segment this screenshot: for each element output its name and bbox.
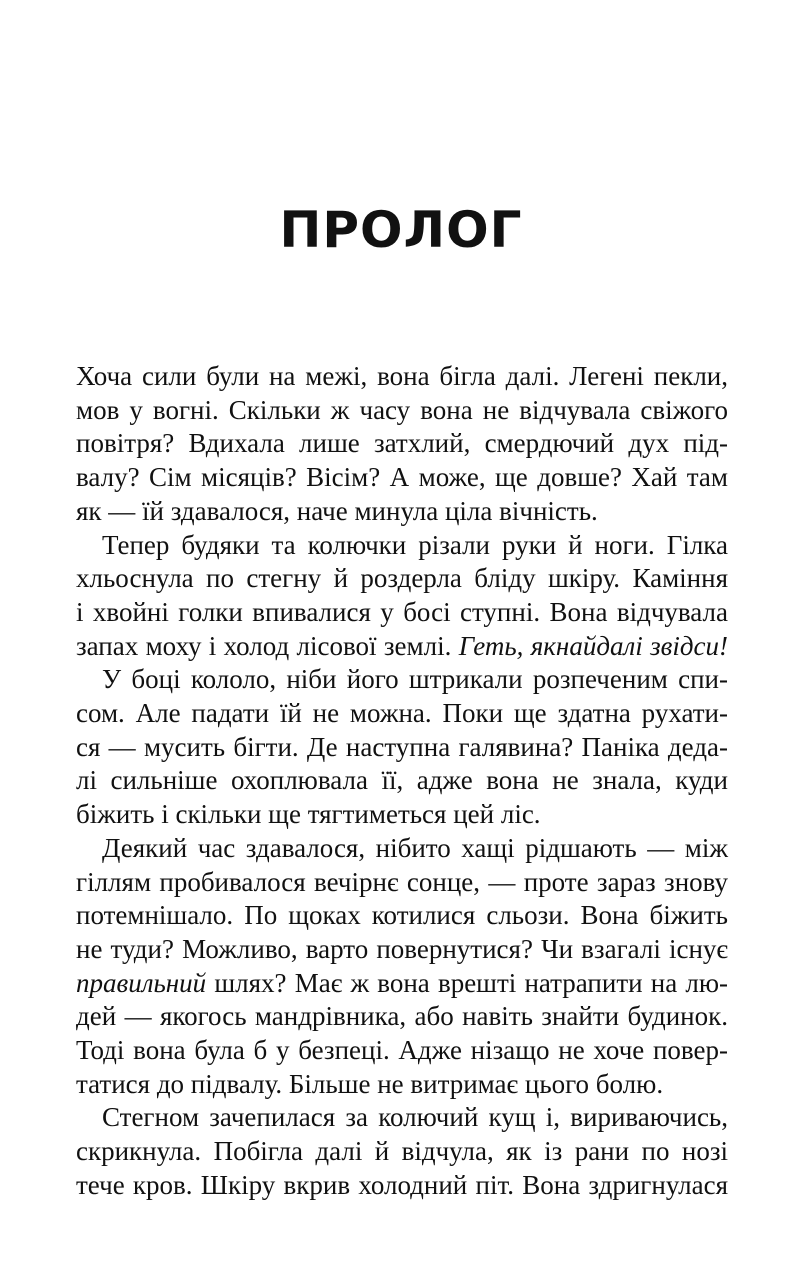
text-line: Хоча сили були на межі, вона бігла далі. Легені пекли, bbox=[76, 361, 728, 391]
text-line: біжить і скільки ще тягтиметься цей ліс. bbox=[76, 799, 541, 830]
text-line bbox=[76, 630, 728, 664]
text-fragment: запах моху і холод лісової землі. bbox=[76, 630, 459, 661]
text-fragment: шлях? Має ж вона врешті натрапити на лю- bbox=[206, 967, 728, 998]
italic-word: правильний bbox=[76, 967, 207, 998]
text-line: мов у вогні. Скільки ж часу вона не відчувала свіжого bbox=[76, 394, 728, 425]
italic-phrase: Геть, якнайдалі звідси! bbox=[458, 630, 728, 661]
chapter-title: ПРОЛОГ bbox=[279, 201, 523, 259]
text-line: лі сильніше охоплювала її, адже вона не знала, куди bbox=[76, 765, 728, 796]
text-line: У боці кололо, ніби його штрикали розпеченим спи- bbox=[102, 664, 728, 695]
text-line: гіллям пробивалося вечірнє сонце, — проте зараз знову bbox=[76, 866, 728, 897]
text-line: не туди? Можливо, варто повернутися? Чи взагалі існує bbox=[76, 933, 728, 964]
text-line: Тоді вона була б у безпеці. Адже нізащо не хоче повер- bbox=[76, 1035, 728, 1066]
paragraph-5 bbox=[76, 1101, 728, 1202]
text-line: ся — мусить бігти. Де наступна галявина? Паніка деда- bbox=[76, 731, 728, 762]
text-line: Деякий час здавалося, нібито хащі рідшають — між bbox=[102, 832, 728, 863]
chapter-body bbox=[76, 360, 728, 1203]
text-line: Тепер будяки та колючки різали руки й ноги. Гілка bbox=[102, 529, 728, 560]
text-line: валу? Сім місяців? Вісім? А може, ще довше? Хай там bbox=[76, 462, 728, 493]
text-line: хльоснула по стегну й роздерла бліду шкіру. Каміння bbox=[76, 563, 728, 594]
text-line: тече кров. Шкіру вкрив холодний піт. Вона здригнулася bbox=[76, 1169, 728, 1200]
text-line: дей — якогось мандрівника, або навіть знайти будинок. bbox=[76, 1001, 728, 1032]
paragraph-2 bbox=[76, 529, 728, 664]
text-line: Стегном зачепилася за колючий кущ і, вириваючись, bbox=[102, 1102, 728, 1133]
text-line: сом. Але падати їй не можна. Поки ще здатна рухати- bbox=[76, 698, 728, 729]
text-line: як — їй здавалося, наче минула ціла вічність. bbox=[76, 495, 598, 526]
text-line: потемнішало. По щоках котилися сльози. Вона біжить bbox=[76, 900, 728, 931]
text-line: скрикнула. Побігла далі й відчула, як із рани по нозі bbox=[76, 1136, 728, 1167]
paragraph-3 bbox=[76, 663, 728, 832]
paragraph-4 bbox=[76, 832, 728, 1102]
text-line: татися до підвалу. Більше не витримає цього болю. bbox=[76, 1068, 664, 1099]
text-line: і хвойні голки впивалися у босі ступні. Вона відчувала bbox=[76, 596, 728, 627]
text-line bbox=[76, 967, 728, 1001]
text-line: повітря? Вдихала лише затхлий, смердючий дух під- bbox=[76, 428, 728, 459]
paragraph-1 bbox=[76, 360, 728, 529]
